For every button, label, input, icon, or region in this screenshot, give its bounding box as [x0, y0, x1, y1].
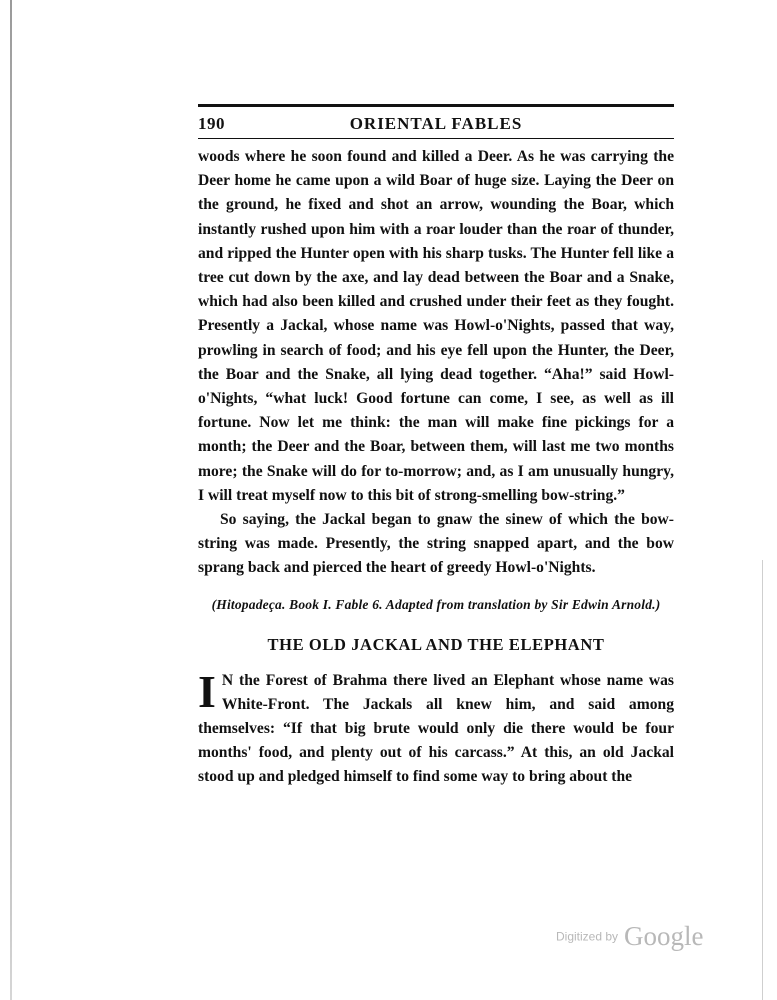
- drop-cap: I: [198, 665, 216, 717]
- header-rule-top: [198, 104, 674, 107]
- running-title: ORIENTAL FABLES: [349, 114, 523, 133]
- book-page: [198, 104, 674, 790]
- running-head: [198, 112, 674, 138]
- paragraph-bowstring: So saying, the Jackal began to gnaw the sinew of which the bow-string was made. Presently, the string snapped apart, and the bow sprang back and pierced the heart of greedy Howl-o'Nights.: [198, 511, 674, 577]
- paragraph-fable-opening: [198, 665, 674, 790]
- scan-edge-left: [10, 0, 12, 1000]
- paragraph-continuation: woods where he soon found and killed a Deer. As he was carrying the Deer home he came upon a wild Boar of huge size. Laying the Deer on the ground, he fixed and shot an arrow, wounding the Boar, which instantly rushed upon him with a roar louder than the roar of thunder, and ripped the Hunter open with his sharp tusks. The Hunter fell like a tree cut down by the axe, and lay dead between the Boar and a Snake, which had also been killed and crushed under their feet as they fought. Presently a Jackal, whose name was Howl-o'Nights, passed that way, prowling in search of food; and his eye fell upon the Hunter, the Deer, the Boar and the Snake, all lying dead together. “Aha!” said Howl-o'Nights, “what luck! Good fortune can come, I see, as well as ill fortune. Now let me think: the man will make fine pickings for a month; the Deer and the Boar, between them, will last me two months more; the Snake will do for to-morrow; and, as I am unusually hungry, I will treat myself now to this bit of strong-smelling bow-string.”: [198, 148, 674, 504]
- google-logo-text: Google: [624, 921, 704, 951]
- fable-opening-text: N the Forest of Brahma there lived an Elephant whose name was White-Front. The Jackals all knew him, and said among themselves: “If that big brute would only die there would be four months' food, and plenty out of his carcass.” At this, an old Jackal stood up and pledged himself to find some way to bring about the: [198, 671, 674, 786]
- header-rule-bottom: [198, 138, 674, 139]
- fable-title: THE OLD JACKAL AND THE ELEPHANT: [267, 634, 605, 654]
- source-citation: (Hitopadeça. Book I. Fable 6. Adapted from translation by Sir Edwin Arnold.): [211, 596, 661, 612]
- digitized-by-label: Digitized by: [556, 929, 619, 944]
- google-watermark: [556, 921, 704, 952]
- page-number: 190: [198, 114, 225, 133]
- scan-edge-right: [762, 560, 763, 1000]
